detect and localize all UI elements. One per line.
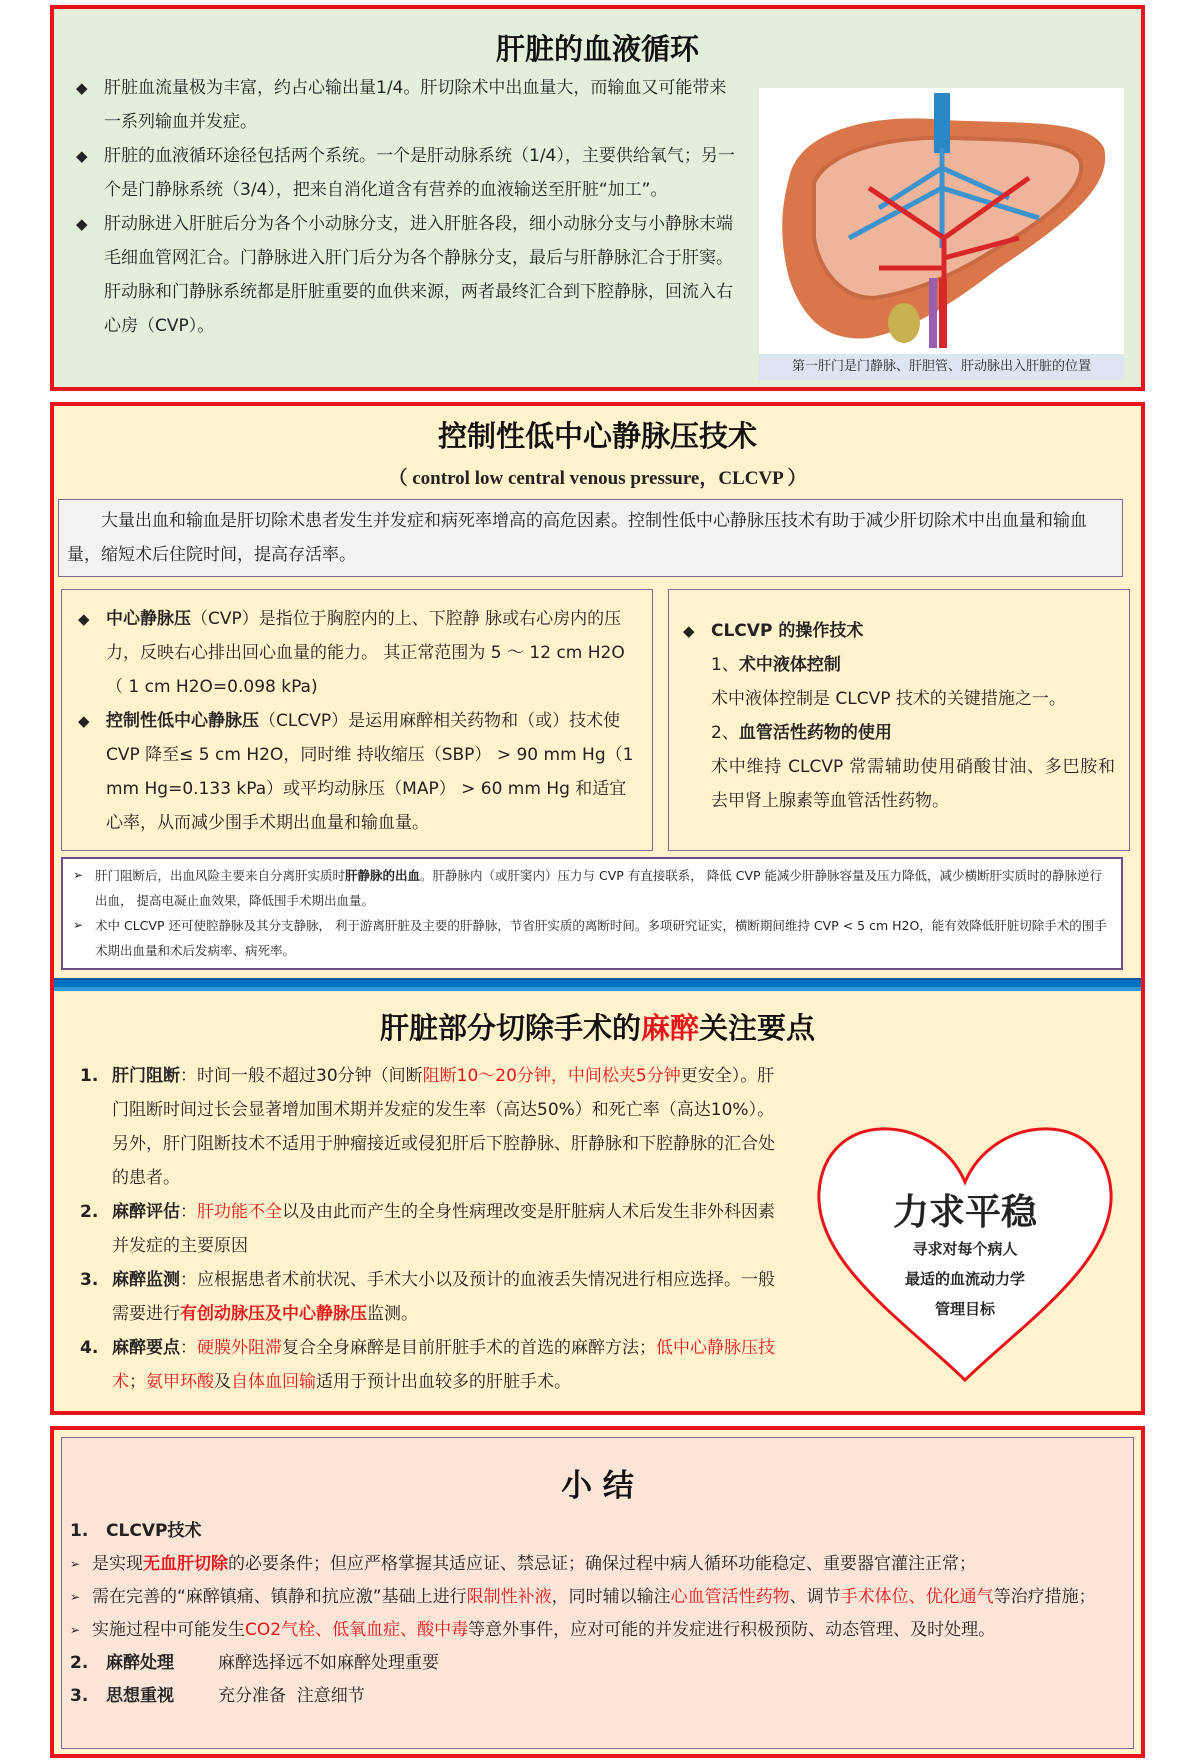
heart-callout bbox=[815, 1112, 1115, 1384]
text-segment: 硬膜外阻滞 bbox=[197, 1338, 282, 1358]
cvp-definition-panel bbox=[61, 589, 653, 851]
section-title: 控制性低中心静脉压技术 bbox=[437, 419, 757, 453]
point-number: 2. bbox=[80, 1202, 99, 1222]
list-item bbox=[70, 1548, 1125, 1581]
anesthesia-point bbox=[80, 1263, 780, 1331]
heart-line-1: 寻求对每个病人 bbox=[912, 1240, 1018, 1258]
text-segment: 心血管活性药物 bbox=[670, 1587, 790, 1607]
text-segment: 以及由此而产生的全身性病理改变是肝脏病人术后发生非外科因素并发症的主要原因 bbox=[112, 1202, 775, 1256]
text-segment: 等意外事件，应对可能的并发症进行积极预防、动态管理、及时处理。 bbox=[468, 1620, 996, 1640]
text-segment: 自体血回输 bbox=[231, 1372, 316, 1392]
text-segment: ； bbox=[129, 1372, 146, 1392]
summary-title: 小 结 bbox=[561, 1468, 634, 1504]
heart-line-2: 最适的血流动力学 bbox=[904, 1270, 1025, 1288]
divider-bar bbox=[54, 978, 1141, 991]
section-title: 肝脏的血液循环 bbox=[495, 32, 699, 66]
liver-image-caption: 第一肝门是门静脉、肝胆管、肝动脉出入肝脏的位置 bbox=[759, 354, 1124, 380]
summary-heading-3: 3. 思想重视 bbox=[70, 1686, 175, 1706]
text-segment: 肝静脉的出血 bbox=[345, 868, 421, 883]
section-clcvp bbox=[50, 402, 1145, 1415]
text-segment: 肝脏的血液循环途径包括两个系统。一个是肝动脉系统（1/4），主要供给氧气；另一个是门静脉系统（3/4），把来自消化道含有营养的血液输送至肝脏“加工”。 bbox=[104, 146, 735, 200]
list-item bbox=[76, 139, 736, 207]
point-number: 4. bbox=[80, 1338, 99, 1358]
anesthesia-points bbox=[80, 1059, 780, 1399]
diamond-icon: ◆ bbox=[683, 622, 695, 640]
technique-item-1: 术中液体控制 bbox=[738, 655, 841, 675]
text-segment: 肝脏部分切除手术的 bbox=[379, 1011, 641, 1045]
text-segment: 实施过程中可能发生 bbox=[92, 1620, 245, 1640]
text-segment: 有创动脉压及中心静脉压 bbox=[180, 1304, 367, 1324]
text-segment: 肝功能不全 bbox=[197, 1202, 282, 1222]
text-segment: ：时间一般不超过30分钟（间断 bbox=[180, 1066, 423, 1086]
text-segment: 等治疗措施； bbox=[993, 1587, 1096, 1607]
anesthesia-point bbox=[80, 1331, 780, 1399]
text-segment: 无血肝切除 bbox=[143, 1554, 228, 1574]
text-segment: CO2气栓、低氧血症、酸中毒 bbox=[245, 1620, 469, 1640]
text-segment: ：应根据患者术前状况、手术大小以及预计的血液丢失情况进行相应选择。一般需要进行 bbox=[112, 1270, 775, 1324]
text-segment: 适用于预计出血较多的肝脏手术。 bbox=[316, 1372, 571, 1392]
section-subtitle: （ control low central venous pressure，CLCVP ） bbox=[388, 468, 807, 489]
heart-line-3: 管理目标 bbox=[934, 1300, 995, 1318]
item-number: 1、 bbox=[711, 655, 739, 675]
text-segment: 阻断10～20分钟，中间松夹5分钟 bbox=[422, 1066, 681, 1086]
technique-item-2: 血管活性药物的使用 bbox=[738, 723, 892, 743]
summary-bullets bbox=[70, 1548, 1125, 1647]
list-item bbox=[70, 1581, 1125, 1614]
anesthesia-point bbox=[80, 1195, 780, 1263]
text-segment: （CLCVP）是运用麻醉相关药物和（或）技术使 CVP 降至≤ 5 cm H2O，同时维 持收缩压（SBP） > 90 mm Hg（1 mm Hg=0.133 kPa）或平均动脉压（MAP） > 60 mm Hg 和适宜心率，从而减少围手术期出血量和输血量。 bbox=[106, 711, 634, 833]
text-segment: 中心静脉压 bbox=[106, 609, 191, 629]
text-segment: 肝脏血流量极为丰富，约占心输出量1/4。肝切除术中出血量大，而输血又可能带来一系列输血并发症。 bbox=[104, 78, 727, 132]
text-segment: 是实现 bbox=[92, 1554, 143, 1574]
section-summary bbox=[50, 1426, 1145, 1758]
list-item bbox=[76, 207, 736, 343]
anesthesia-title bbox=[54, 1006, 1141, 1047]
text-segment: 麻醉要点 bbox=[112, 1338, 180, 1358]
text-segment: 低中心静脉压技术 bbox=[112, 1338, 775, 1392]
text-segment: 监测。 bbox=[367, 1304, 418, 1324]
text-segment: 关注要点 bbox=[699, 1011, 816, 1045]
heart-title: 力求平稳 bbox=[892, 1192, 1037, 1233]
anesthesia-point bbox=[80, 1059, 780, 1195]
list-item bbox=[76, 71, 736, 139]
notes-list bbox=[73, 863, 1111, 963]
point-number: 1. bbox=[80, 1066, 99, 1086]
intro-box bbox=[58, 499, 1123, 577]
text-segment: （CVP）是指位于胸腔内的上、下腔静 脉或右心房内的压力，反映右心排出回心血量的能力。 其正常范围为 5 ～ 12 cm H2O （ 1 cm H2O=0.098 kPa) bbox=[106, 609, 625, 697]
list-item bbox=[73, 863, 1111, 913]
text-segment: 限制性补液 bbox=[466, 1587, 552, 1607]
intro-text: 大量出血和输血是肝切除术患者发生并发症和病死率增高的高危因素。控制性低中心静脉压技术有助于减少肝切除术中出血量和输血量，缩短术后住院时间，提高存活率。 bbox=[67, 511, 1087, 565]
text-segment: ，同时辅以输注 bbox=[551, 1587, 671, 1607]
text-segment: 手术体位、优化通气 bbox=[840, 1587, 994, 1607]
text-segment: 氨甲环酸 bbox=[146, 1372, 214, 1392]
summary-heading-2: 2. 麻醉处理 bbox=[70, 1653, 175, 1673]
text-segment: ： bbox=[180, 1338, 197, 1358]
notes-box bbox=[61, 857, 1123, 970]
text-segment: 需在完善的“麻醉镇痛、镇静和抗应激”基础上进行 bbox=[92, 1587, 467, 1607]
cvp-bullets bbox=[78, 602, 638, 840]
liver-image bbox=[759, 88, 1124, 353]
text-segment: 术中 CLCVP 还可使腔静脉及其分支静脉， 利于游离肝脏及主要的肝静脉，节省肝实质的离断时间。多项研究证实，横断期间维持 CVP < 5 cm H2O，能有效降低肝脏切除手术的围手术期出血量和术后发病率、病死率。 bbox=[95, 918, 1107, 958]
summary-heading-1: 1. CLCVP技术 bbox=[70, 1521, 202, 1541]
technique-heading: CLCVP 的操作技术 bbox=[711, 621, 864, 641]
item-number: 2、 bbox=[711, 723, 739, 743]
text-segment: 肝门阻断后，出血风险主要来自分离肝实质时 bbox=[95, 868, 346, 883]
circulation-bullets bbox=[76, 71, 736, 343]
clcvp-technique-panel bbox=[668, 589, 1130, 851]
technique-item-2-text: 术中维持 CLCVP 常需辅助使用硝酸甘油、多巴胺和去甲肾上腺素等血管活性药物。 bbox=[711, 757, 1115, 811]
list-item bbox=[73, 913, 1111, 963]
text-segment: 的必要条件；但应严格掌握其适应证、禁忌证；确保过程中病人循环功能稳定、重要器官灌注正常； bbox=[228, 1554, 976, 1574]
summary-inner bbox=[61, 1437, 1134, 1749]
text-segment: 肝动脉进入肝脏后分为各个小动脉分支，进入肝脏各段，细小动脉分支与小静脉末端毛细血管网汇合。门静脉进入肝门后分为各个静脉分支，最后与肝静脉汇合于肝窦。肝动脉和门静脉系统都是肝脏重要的血供来源，两者最终汇合到下腔静脉，回流入右心房（CVP）。 bbox=[104, 214, 733, 336]
summary-text-3: 充分准备 注意细节 bbox=[218, 1686, 365, 1706]
text-segment: 、调节 bbox=[789, 1587, 841, 1607]
section-liver-circulation bbox=[50, 5, 1145, 391]
text-segment: 麻醉 bbox=[640, 1011, 699, 1045]
list-item bbox=[70, 1614, 1125, 1647]
text-segment: 更安全）。肝门阻断时间过长会显著增加围术期并发症的发生率（高达50%）和死亡率（高达10%）。另外，肝门阻断技术不适用于肿瘤接近或侵犯肝后下腔静脉、肝静脉和下腔静脉的汇合处的患者。 bbox=[112, 1066, 775, 1188]
list-item bbox=[78, 602, 638, 704]
liver-illustration bbox=[759, 88, 1124, 380]
technique-item-1-text: 术中液体控制是 CLCVP 技术的关键措施之一。 bbox=[711, 689, 1066, 709]
text-segment: 肝门阻断 bbox=[112, 1066, 180, 1086]
point-number: 3. bbox=[80, 1270, 99, 1290]
text-segment: 麻醉评估 bbox=[112, 1202, 180, 1222]
text-segment: 麻醉监测 bbox=[112, 1270, 180, 1290]
summary-text-2: 麻醉选择远不如麻醉处理重要 bbox=[218, 1653, 439, 1673]
text-segment: ： bbox=[180, 1202, 197, 1222]
text-segment: 及 bbox=[214, 1372, 231, 1392]
text-segment: 。肝静脉内（或肝窦内）压力与 CVP 有直接联系， 降低 CVP 能减少肝静脉容量及压力降低，减少横断肝实质时的静脉逆行出血， 提高电凝止血效果，降低围手术期出血量。 bbox=[95, 868, 1103, 908]
text-segment: 控制性低中心静脉压 bbox=[106, 711, 259, 731]
list-item bbox=[78, 704, 638, 840]
text-segment: 复合全身麻醉是目前肝脏手术的首选的麻醉方法； bbox=[282, 1338, 656, 1358]
